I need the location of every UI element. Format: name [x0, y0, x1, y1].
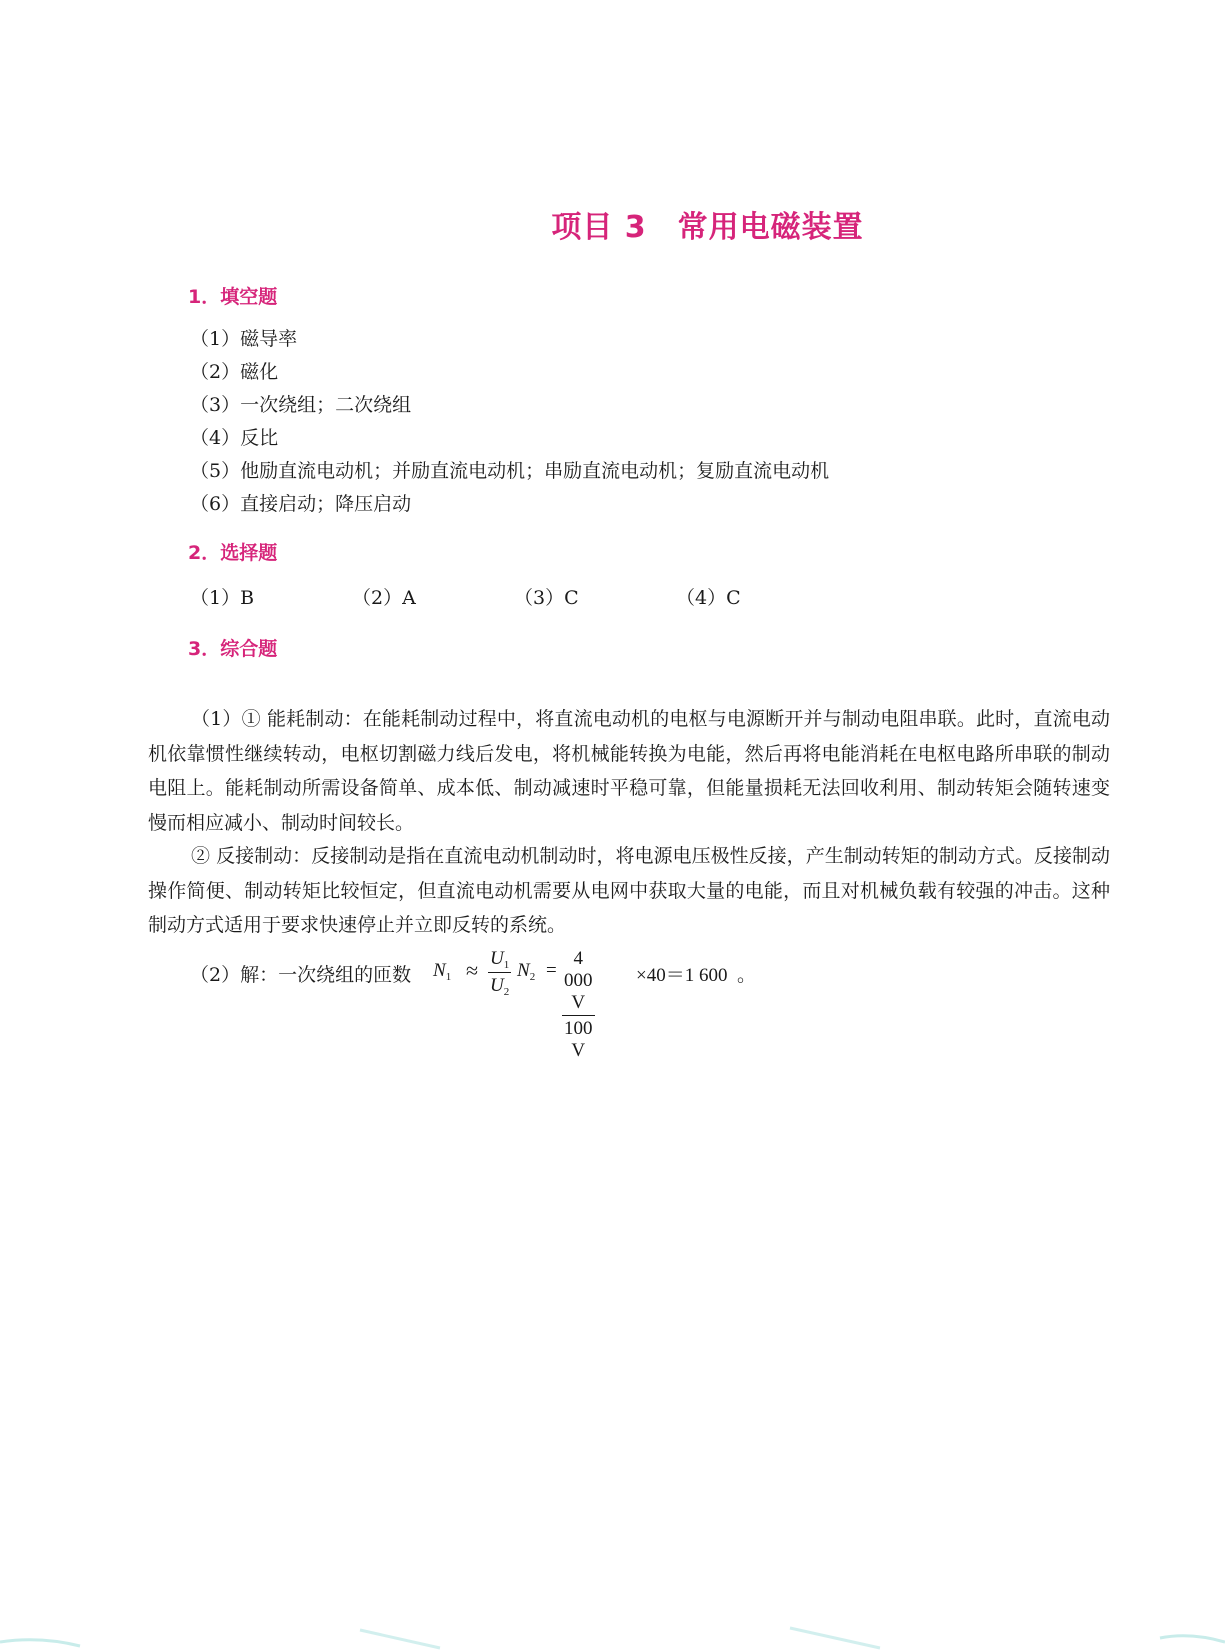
answer-paragraph-1: （1）① 能耗制动：在能耗制动过程中，将直流电动机的电枢与电源断开并与制动电阻串联。此时，直流电动机依靠惯性继续转动，电枢切割磁力线后发电，将机械能转换为电能，然后再将电能消耗在电枢电路所串联的制动电阻上。能耗制动所需设备简单、成本低、制动减速时平稳可靠，但能量损耗无法回收利用、制动转矩会随转速变慢而相应减小、制动时间较长。 — [148, 708, 1110, 834]
fill-answer-1: （1）磁导率 — [190, 328, 298, 350]
fill-answer-6: （6）直接启动；降压启动 — [190, 493, 412, 515]
choice-answer-1: （1）B — [190, 587, 255, 609]
fill-answer-5: （5）他励直流电动机；并励直流电动机；串励直流电动机；复励直流电动机 — [190, 460, 830, 482]
page-title: 项目 3 常用电磁装置 — [551, 210, 864, 245]
section-heading-choice: 2．选择题 — [188, 542, 278, 564]
fill-answer-2: （2）磁化 — [190, 361, 279, 383]
fill-answer-4: （4）反比 — [190, 427, 279, 449]
choice-answer-4: （4）C — [676, 587, 741, 609]
formula-period: 。 — [737, 964, 757, 986]
footer-watermark-decoration — [0, 1620, 1225, 1650]
formula-n2: $N_2$ — [517, 960, 536, 983]
answer-paragraph-2: ② 反接制动：反接制动是指在直流电动机制动时，将电源电压极性反接，产生制动转矩的制动方式。反接制动操作简便、制动转矩比较恒定，但直流电动机需要从电网中获取大量的电能，而且对机械负载有较强的冲击。这种制动方式适用于要求快速停止并立即反转的系统。 — [148, 845, 1110, 936]
formula-n1: $N_1$ — [433, 960, 452, 983]
choice-answer-3: （3）C — [514, 587, 579, 609]
choice-answer-2: （2）A — [352, 587, 416, 609]
formula-approx-sign: ≈ — [466, 958, 479, 983]
formula-voltage-ratio: $\frac{U_1}{U_2}$ — [490, 948, 510, 998]
fill-answer-3: （3）一次绕组；二次绕组 — [190, 394, 412, 416]
formula-result: ×40＝1 600 — [636, 965, 728, 986]
section-heading-fill: 1．填空题 — [188, 286, 278, 308]
formula-numeric-fraction: $\frac{4 000 V}{100 V}$ — [564, 948, 593, 1061]
formula-equals-sign: = — [546, 960, 557, 981]
formula-lead-text: （2）解：一次绕组的匝数 — [190, 964, 412, 986]
section-heading-comprehensive: 3．综合题 — [188, 638, 278, 660]
